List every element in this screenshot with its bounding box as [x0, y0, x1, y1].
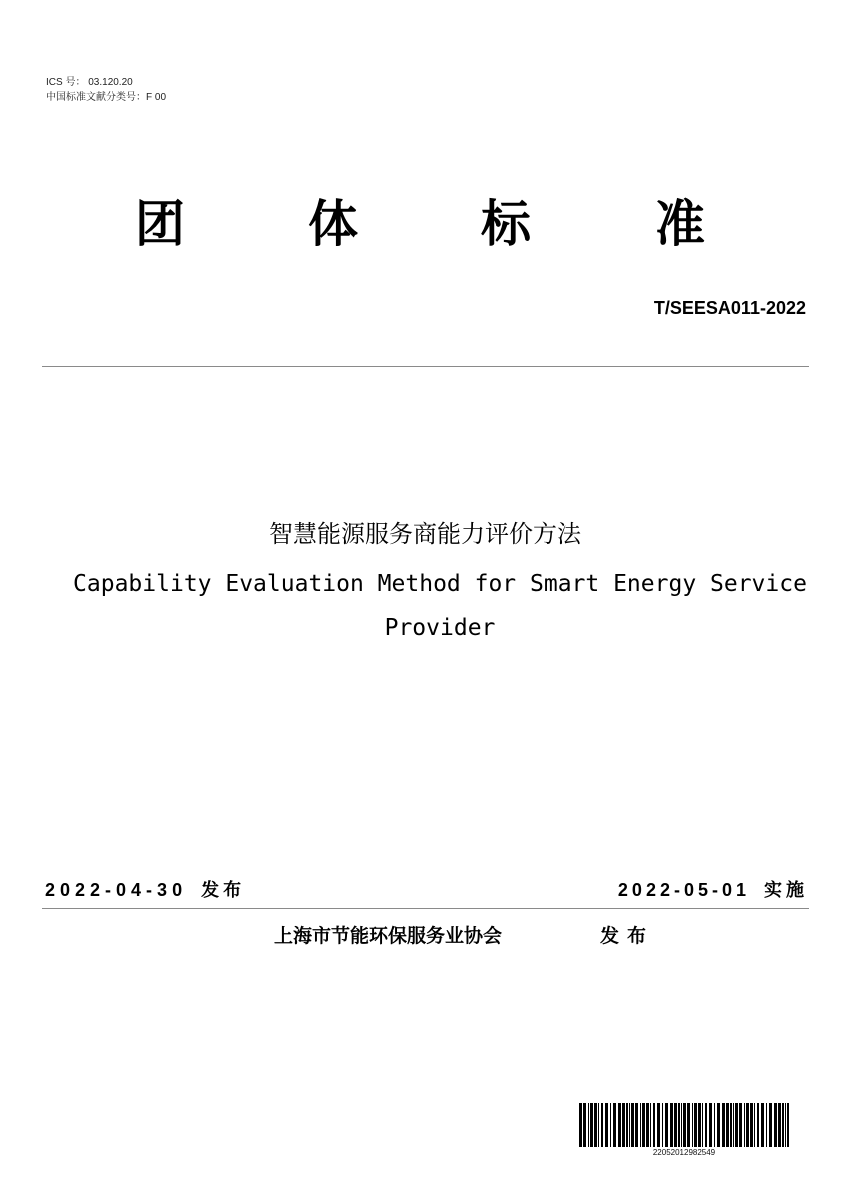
title-chinese: 智慧能源服务商能力评价方法 — [269, 520, 581, 548]
title-char: 体 — [308, 195, 358, 253]
publisher-name: 上海市节能环保服务业协会 — [274, 925, 503, 947]
publish-date: 2022-04-30 — [45, 880, 188, 900]
publisher-action: 发布 — [600, 925, 655, 947]
publish-label: 发布 — [201, 880, 246, 901]
barcode-number: 22052012982549 — [652, 1148, 716, 1157]
divider-top — [42, 366, 809, 367]
barcode-graphic — [578, 1103, 790, 1147]
implement-date: 2022-05-01 — [617, 880, 750, 900]
title-char: 标 — [481, 195, 531, 253]
implement-label: 实施 — [764, 880, 808, 901]
divider-bottom — [42, 908, 809, 909]
implement-date-row — [618, 876, 808, 902]
publish-date-row — [45, 876, 245, 902]
document-type-title — [0, 192, 850, 256]
standard-code: T/SEESA011-2022 — [653, 298, 806, 318]
title-char: 团 — [135, 195, 185, 253]
ics-number: ICS 号： 03.120.20 — [46, 77, 133, 88]
ccs-classification: 中国标准文献分类号：F 00 — [46, 92, 167, 103]
title-english: Capability Evaluation Method for Smart Energy Service Provider — [73, 571, 807, 641]
title-char: 准 — [655, 195, 705, 253]
